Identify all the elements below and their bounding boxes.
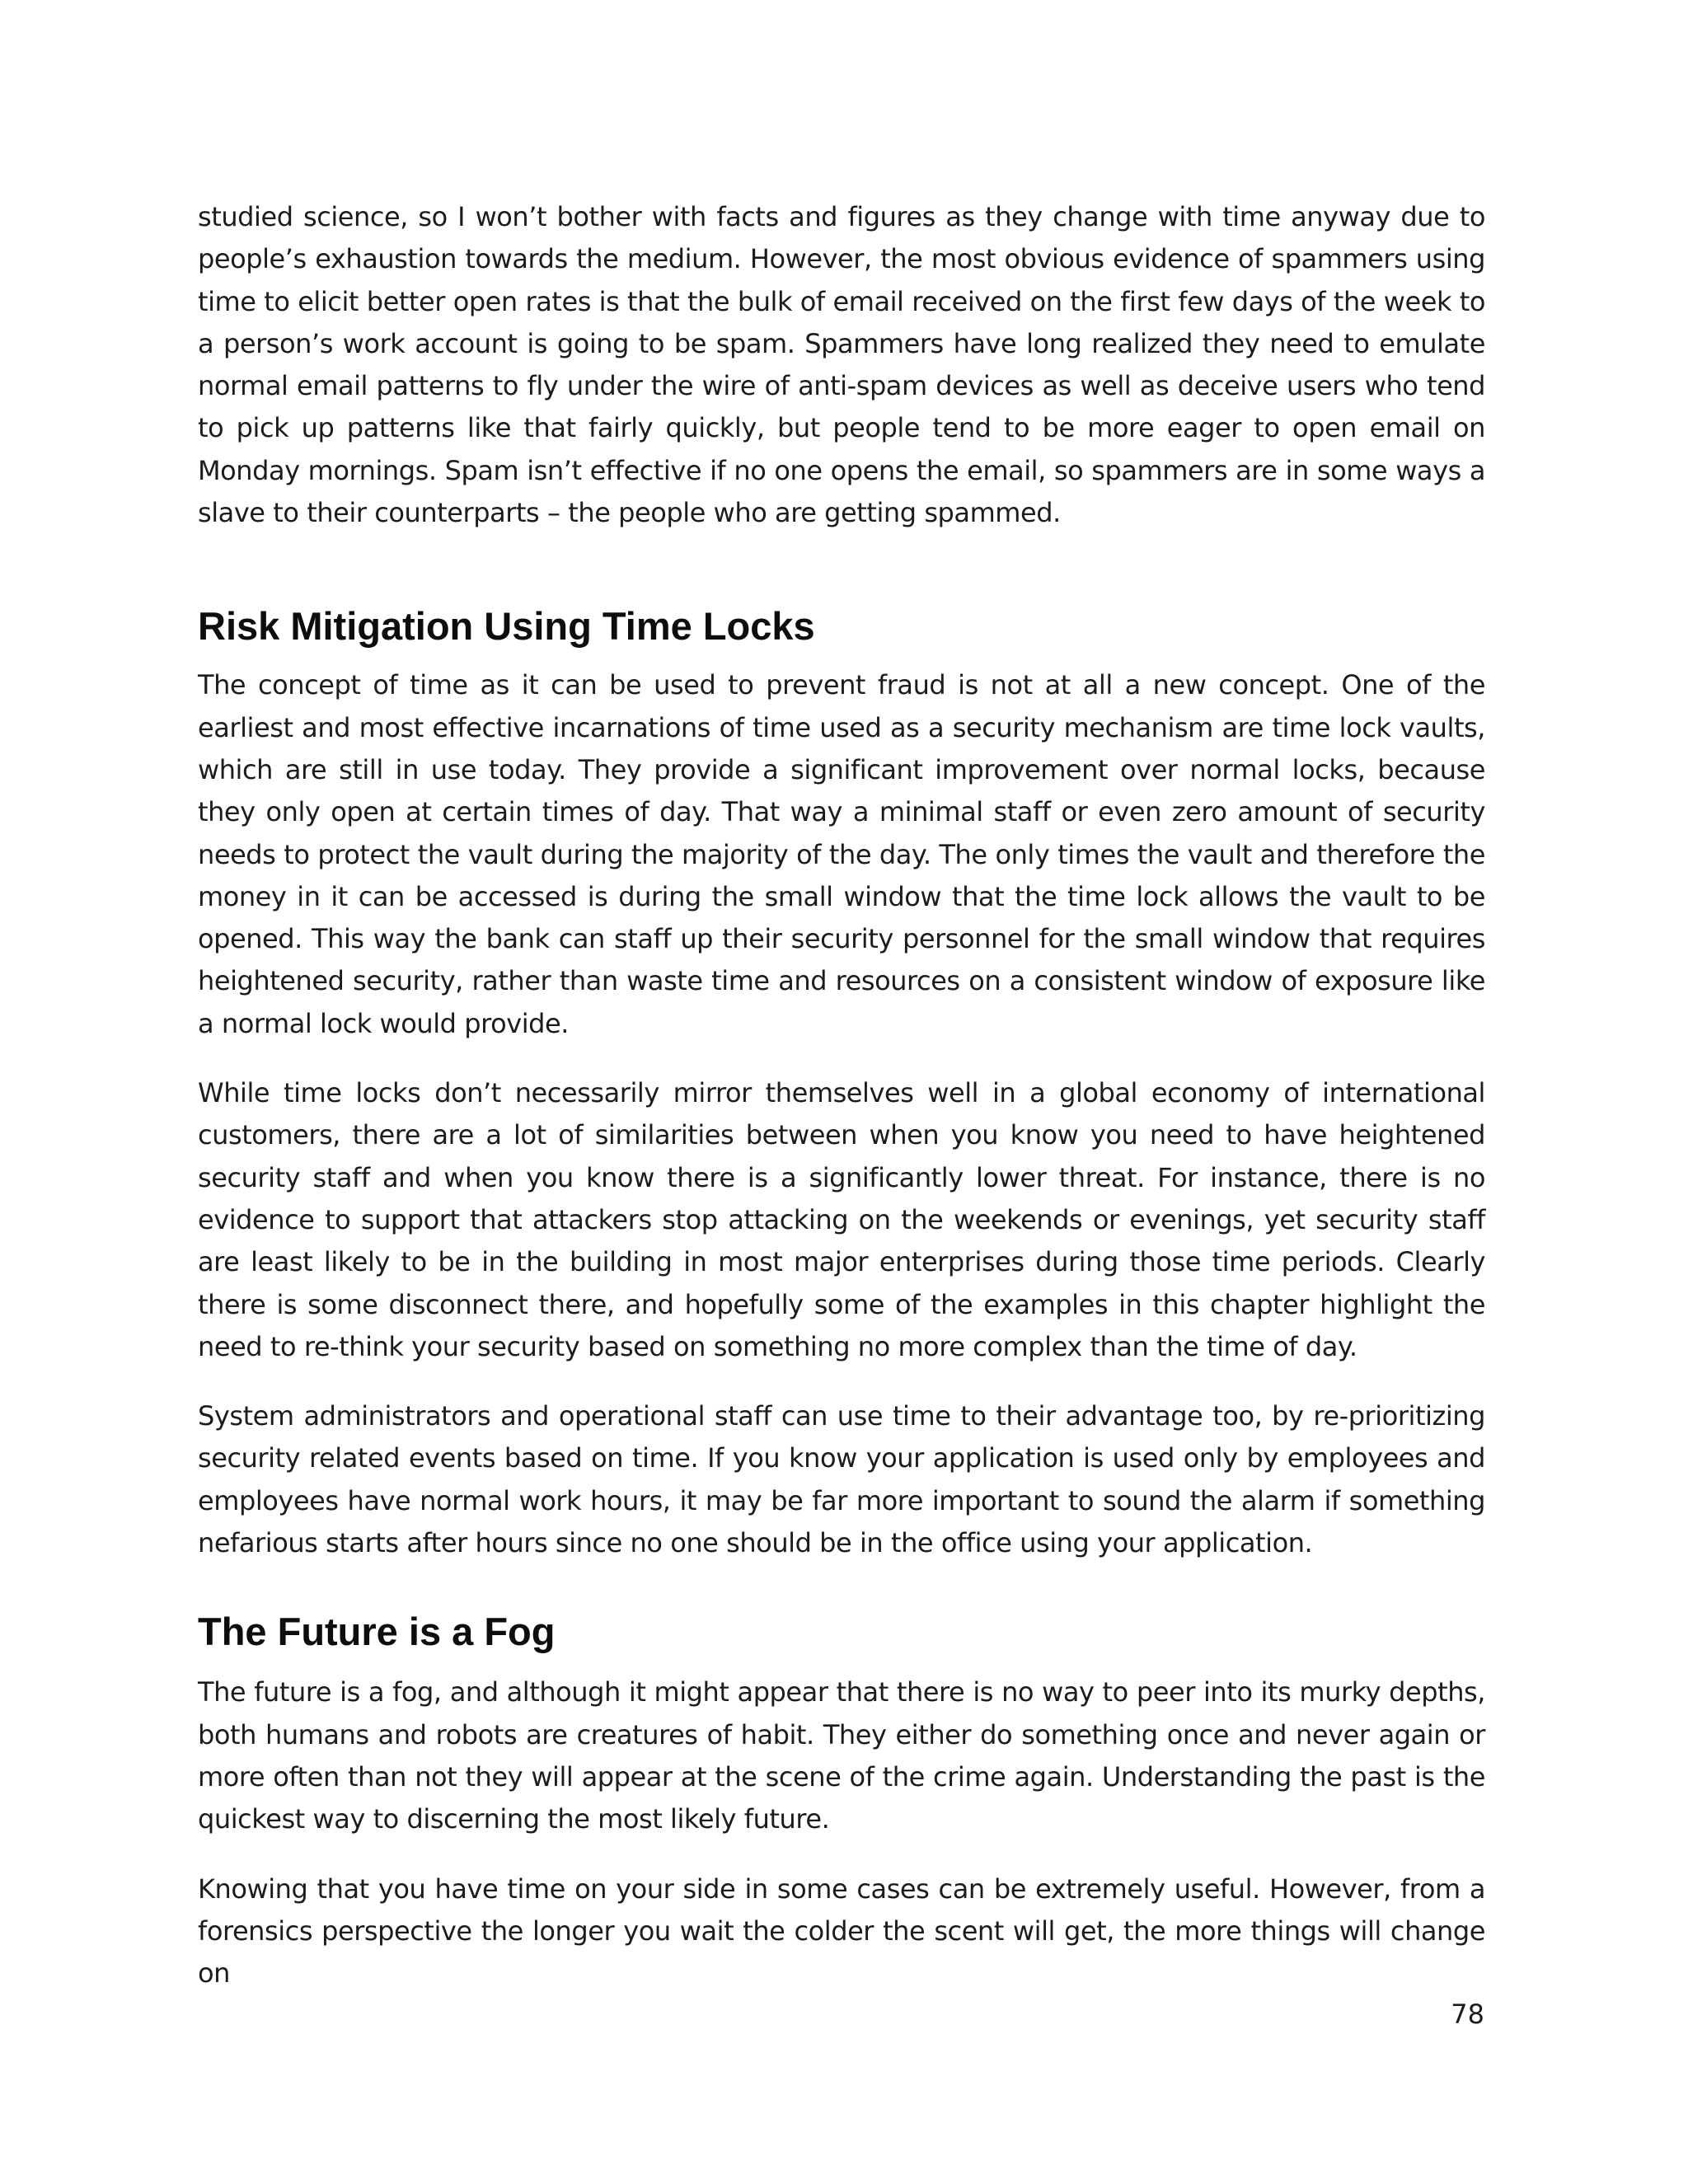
paragraph-time-locks-2: While time locks don’t necessarily mirror themselves well in a global economy of international customers, there are a lot of similarities between when you know you need to have heightened security staff and when you know there is a significantly lower threat. For instance, there is no evidence to support that attackers stop attacking on the weekends or evenings, yet security staff are least likely to be in the building in most major enterprises during those time periods. Clearly there is some disconnect there, and hopefully some of the examples in this chapter highlight the need to re-think your security based on something no more complex than the time of day. xyxy=(198,1077,1485,1362)
section-heading-future-fog: The Future is a Fog xyxy=(198,1610,556,1654)
page-number: 78 xyxy=(1451,1999,1484,2030)
paragraph-future-fog-1: The future is a fog, and although it might appear that there is no way to peer into its murky depths, both humans and robots are creatures of habit. They either do something once and never again or more often than not they will appear at the scene of the crime again. Understanding the past is the quickest way to discerning the most likely future. xyxy=(198,1676,1485,1835)
page-content xyxy=(198,196,1485,2022)
paragraph-intro: studied science, so I won’t bother with facts and figures as they change with time anyway due to people’s exhaustion towards the medium. However, the most obvious evidence of spammers using time to elicit better open rates is that the bulk of email received on the first few days of the week to a person’s work account is going to be spam. Spammers have long realized they need to emulate normal email patterns to fly under the wire of anti-spam devices as well as deceive users who tend to pick up patterns like that fairly quickly, but people tend to be more eager to open email on Monday mornings. Spam isn’t effective if no one opens the email, so spammers are in some ways a slave to their counterparts – the people who are getting spammed. xyxy=(198,201,1485,529)
paragraph-time-locks-3: System administrators and operational staff can use time to their advantage too, by re-prioritizing security related events based on time. If you know your application is used only by employees and employees have normal work hours, it may be far more important to sound the alarm if something nefarious starts after hours since no one should be in the office using your application. xyxy=(198,1400,1485,1559)
paragraph-time-locks-1: The concept of time as it can be used to prevent fraud is not at all a new concept. One of the earliest and most effective incarnations of time used as a security mechanism are time lock vaults, which are still in use today. They provide a significant improvement over normal locks, because they only open at certain times of day. That way a minimal staff or even zero amount of security needs to protect the vault during the majority of the day. The only times the vault and therefore the money in it can be accessed is during the small window that the time lock allows the vault to be opened. This way the bank can staff up their security personnel for the small window that requires heightened security, rather than waste time and resources on a consistent window of exposure like a normal lock would provide. xyxy=(198,669,1485,1039)
paragraph-future-fog-2: Knowing that you have time on your side in some cases can be extremely useful. However, from a forensics perspective the longer you wait the colder the scent will get, the more things will change on xyxy=(198,1872,1485,1990)
section-heading-time-locks: Risk Mitigation Using Time Locks xyxy=(198,604,815,649)
